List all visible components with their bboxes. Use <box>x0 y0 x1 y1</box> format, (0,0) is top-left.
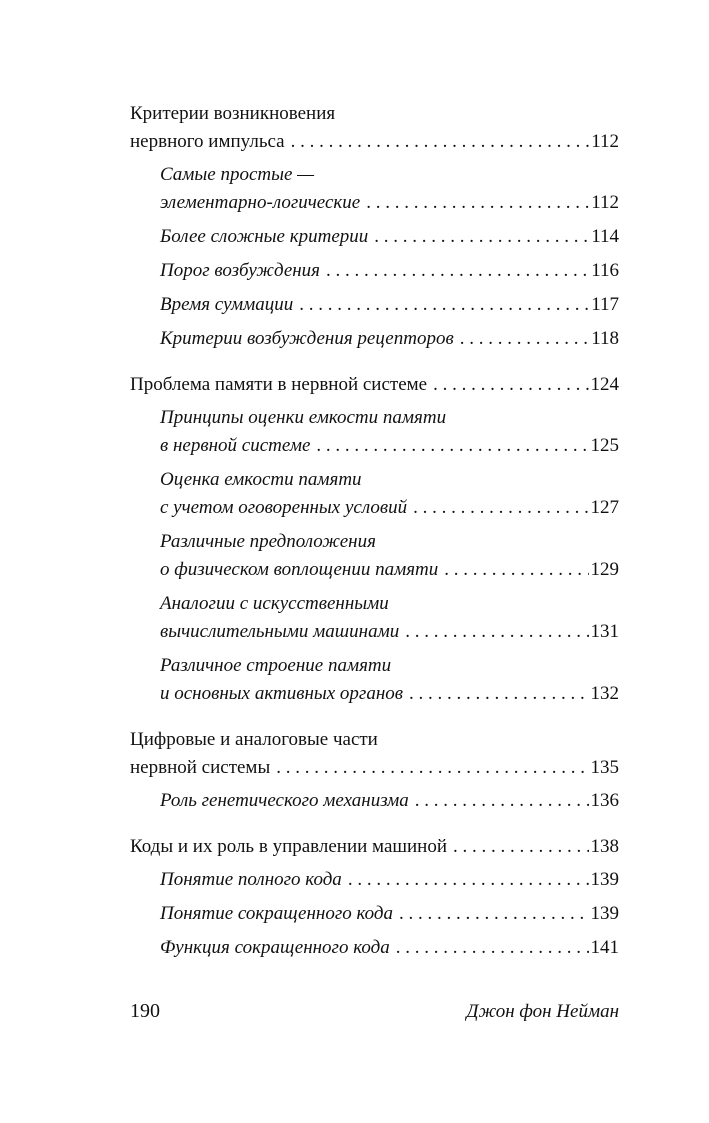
toc-entry <box>130 866 619 894</box>
toc-entry <box>130 371 619 399</box>
toc-entry-title: Более сложные критерии <box>160 226 369 247</box>
toc-entry-title: Порог возбуждения <box>160 260 321 281</box>
dot-leader <box>460 325 589 353</box>
toc-page-number: 116 <box>591 260 619 281</box>
toc-entry <box>130 404 619 460</box>
toc-entry-title: нервного импульса <box>130 131 285 152</box>
toc-page-number: 117 <box>591 294 619 315</box>
toc-page-number: 141 <box>590 937 619 958</box>
table-of-contents <box>130 100 619 962</box>
dot-leader <box>374 223 589 251</box>
dot-leader <box>453 833 588 861</box>
toc-entry-title: вычислительными машинами <box>160 621 400 642</box>
toc-page-number: 131 <box>590 621 619 642</box>
dot-leader <box>316 432 588 460</box>
page-number: 190 <box>130 1000 160 1022</box>
toc-page-number: 132 <box>590 683 619 704</box>
running-footer-author: Джон фон Нейман <box>466 1001 619 1022</box>
toc-entry-title: о физическом воплощении памяти <box>160 559 439 580</box>
toc-entry-title: Принципы оценки емкости памяти <box>160 407 447 428</box>
toc-entry <box>130 161 619 217</box>
toc-page-number: 124 <box>590 374 619 395</box>
toc-entry <box>130 900 619 928</box>
toc-entry-title: Проблема памяти в нервной системе <box>130 374 428 395</box>
toc-entry <box>130 833 619 861</box>
toc-entry-title: Время суммации <box>160 294 294 315</box>
toc-entry-title: Самые простые — <box>160 164 315 185</box>
toc-entry-title: в нервной системе <box>160 435 311 456</box>
dot-leader <box>433 371 588 399</box>
toc-entry-title: элементарно-логические <box>160 192 361 213</box>
toc-entry-title: Понятие полного кода <box>160 869 342 890</box>
toc-page-number: 139 <box>590 869 619 890</box>
toc-entry <box>130 787 619 815</box>
toc-entry-title: и основных активных органов <box>160 683 404 704</box>
toc-entry <box>130 528 619 584</box>
dot-leader <box>409 680 588 708</box>
dot-leader <box>299 291 589 319</box>
dot-leader <box>366 189 589 217</box>
dot-leader <box>415 787 589 815</box>
toc-entry-title: Роль генетического механизма <box>160 790 409 811</box>
toc-entry <box>130 590 619 646</box>
page-footer <box>130 1000 619 1023</box>
toc-entry <box>130 257 619 285</box>
toc-entry-title: Критерии возникновения <box>130 103 336 124</box>
dot-leader <box>444 556 588 584</box>
toc-page-number: 112 <box>591 131 619 152</box>
dot-leader <box>291 128 590 156</box>
dot-leader <box>399 900 588 928</box>
toc-entry-title: Критерии возбуждения рецепторов <box>160 328 454 349</box>
toc-entry-title: Оценка емкости памяти <box>160 469 362 490</box>
dot-leader <box>348 866 589 894</box>
toc-page-number: 125 <box>590 435 619 456</box>
toc-entry-title: Понятие сокращенного кода <box>160 903 394 924</box>
toc-page-number: 118 <box>591 328 619 349</box>
toc-entry <box>130 223 619 251</box>
toc-entry <box>130 652 619 708</box>
dot-leader <box>276 754 588 782</box>
toc-page-number: 112 <box>591 192 619 213</box>
toc-entry-title: нервной системы <box>130 757 271 778</box>
toc-entry <box>130 325 619 353</box>
toc-entry-title: Коды и их роль в управлении машиной <box>130 836 448 857</box>
toc-entry <box>130 934 619 962</box>
toc-page-number: 135 <box>590 757 619 778</box>
toc-page-number: 114 <box>591 226 619 247</box>
dot-leader <box>405 618 588 646</box>
toc-entry-title: Функция сокращенного кода <box>160 937 390 958</box>
toc-entry <box>130 726 619 782</box>
toc-entry-title: с учетом оговоренных условий <box>160 497 408 518</box>
toc-page-number: 136 <box>590 790 619 811</box>
toc-page-number: 129 <box>590 559 619 580</box>
toc-entry-title: Аналогии с искусственными <box>160 593 389 614</box>
toc-entry <box>130 466 619 522</box>
toc-page-number: 139 <box>590 903 619 924</box>
toc-entry <box>130 291 619 319</box>
dot-leader <box>413 494 588 522</box>
toc-entry <box>130 100 619 156</box>
toc-page-number: 138 <box>590 836 619 857</box>
toc-entry-title: Различное строение памяти <box>160 655 392 676</box>
toc-entry-title: Цифровые и аналоговые части <box>130 729 378 750</box>
dot-leader <box>396 934 589 962</box>
toc-entry-title: Различные предположения <box>160 531 376 552</box>
dot-leader <box>326 257 589 285</box>
toc-page-number: 127 <box>590 497 619 518</box>
